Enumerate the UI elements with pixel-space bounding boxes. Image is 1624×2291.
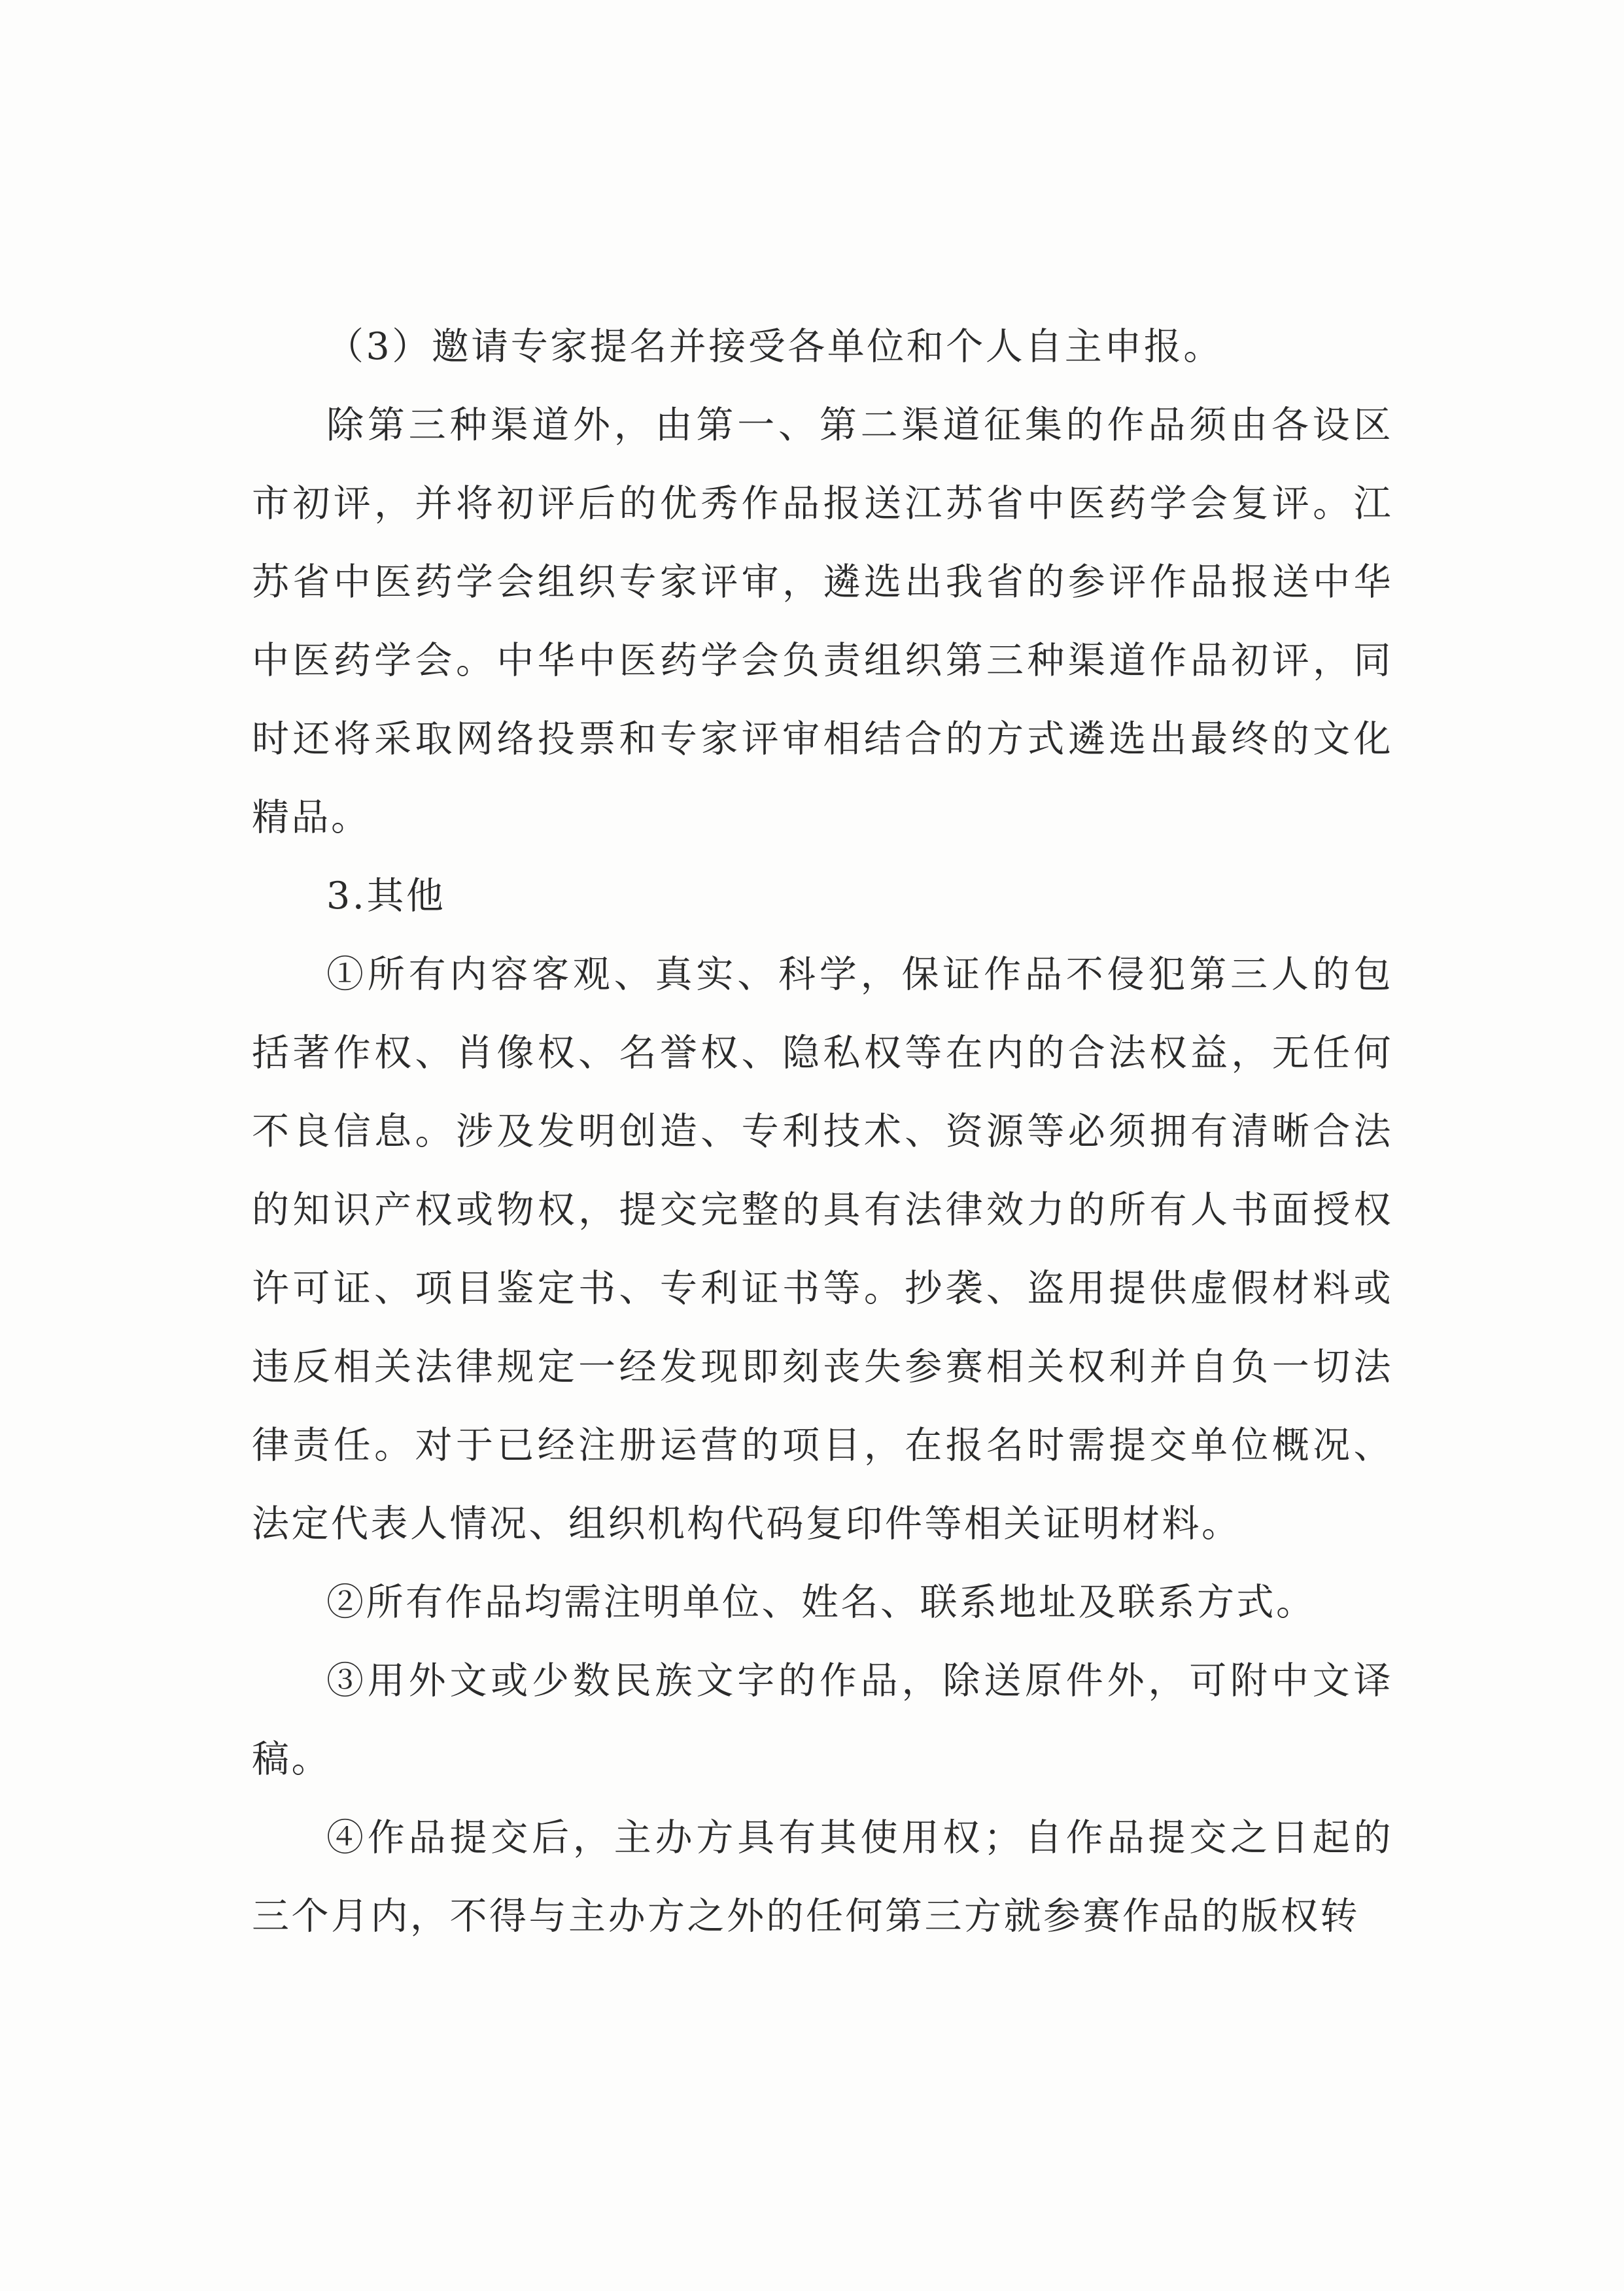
section-heading-other: 3.其他	[326, 874, 446, 918]
paragraph-item-3: ③用外文或少数民族文字的作品，除送原件外，可附中文译稿。	[252, 1659, 1393, 1781]
document-body	[252, 307, 1393, 1955]
paragraph-review-process: 除第三种渠道外，由第一、第二渠道征集的作品须由各设区市初评，并将初评后的优秀作品报送江苏省中医药学会复评。江苏省中医药学会组织专家评审，遴选出我省的参评作品报送中华中医药学会。中华中医药学会负责组织第三种渠道作品初评，同时还将采取网络投票和专家评审相结合的方式遴选出最终的文化精品。	[252, 404, 1393, 839]
paragraph-item-2: ②所有作品均需注明单位、姓名、联系地址及联系方式。	[326, 1581, 1316, 1624]
paragraph-nomination: （3）邀请专家提名并接受各单位和个人自主申报。	[326, 325, 1223, 368]
paragraph-item-1: ①所有内容客观、真实、科学，保证作品不侵犯第三人的包括著作权、肖像权、名誉权、隐私权等在内的合法权益，无任何不良信息。涉及发明创造、专利技术、资源等必须拥有清晰合法的知识产权或物权，提交完整的具有法律效力的所有人书面授权许可证、项目鉴定书、专利证书等。抄袭、盗用提供虚假材料或违反相关法律规定一经发现即刻丧失参赛相关权利并自负一切法律责任。对于已经注册运营的项目，在报名时需提交单位概况、法定代表人情况、组织机构代码复印件等相关证明材料。	[252, 953, 1393, 1545]
paragraph-item-4: ④作品提交后，主办方具有其使用权；自作品提交之日起的三个月内，不得与主办方之外的任何第三方就参赛作品的版权转	[252, 1816, 1393, 1938]
